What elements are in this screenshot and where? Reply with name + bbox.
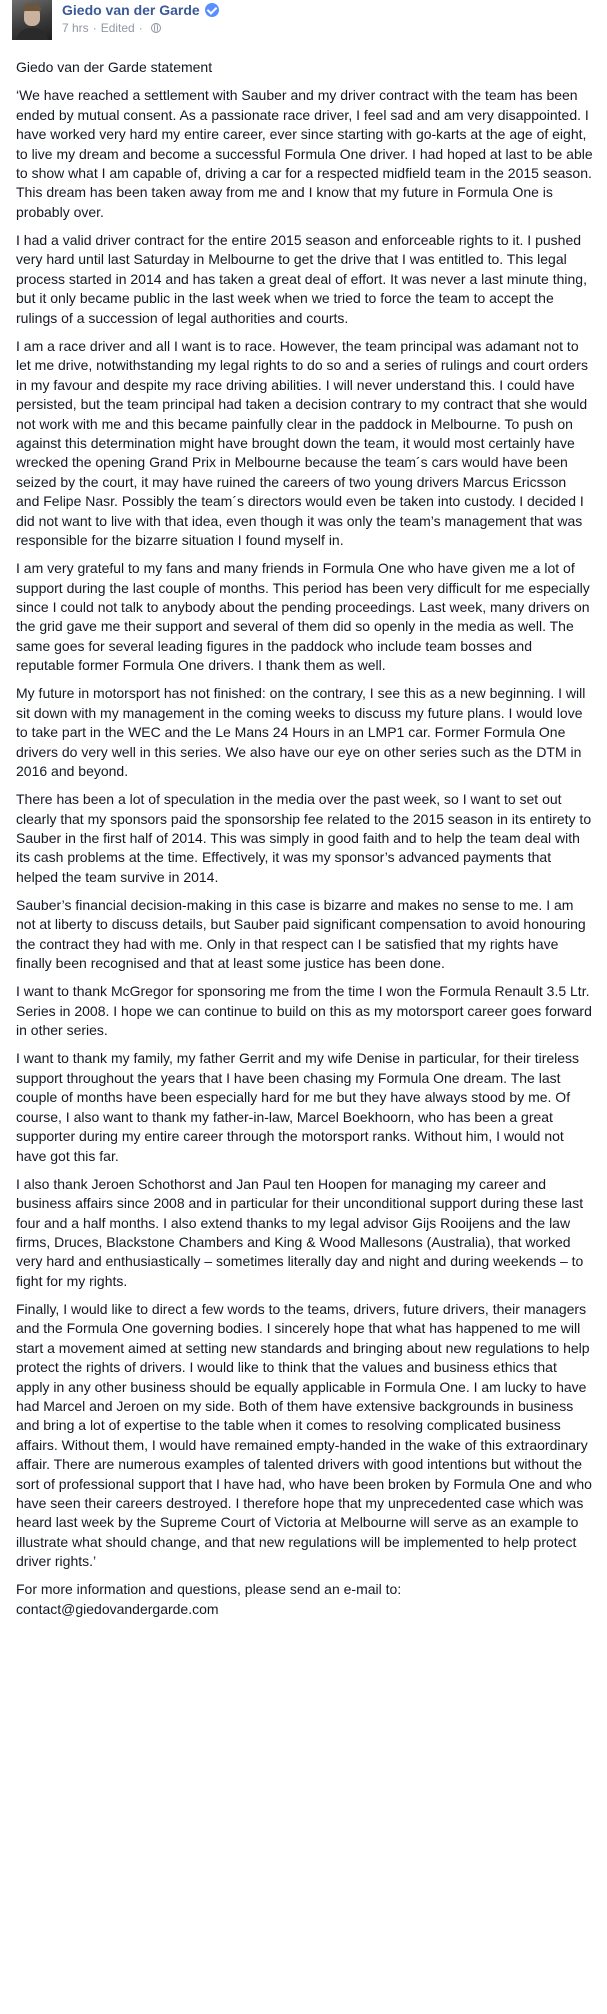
- paragraph: I am very grateful to my fans and many friends in Formula One who have given me a lot of support during the last couple of months. This period has been very difficult for me especially since I could not talk to anybody about the pending proceedings. Last week, many drivers on the grid gave me their support and several of them did so openly in the media as well. The same goes for several leading figures in the paddock who include team bosses and reputable former Formula One drivers. I thank them as well.: [16, 560, 590, 674]
- post-header: [8, 0, 599, 58]
- timestamp-link[interactable]: 7 hrs: [62, 21, 89, 35]
- avatar[interactable]: [12, 0, 52, 40]
- paragraph: I am a race driver and all I want is to race. However, the team principal was adamant not to let me drive, notwithstanding my legal rights to do so and a series of rulings and court orders in my favour and despite my race driving abilities. I will never understand this. I could have persisted, but the team principal had taken a decision contrary to my contract that she would not work with me and this became painfully clear in the paddock in Melbourne. To push on against this determination might have brought down the team, it would most certainly have wrecked the opening Grand Prix in Melbourne because the team´s cars would have been seized by the court, it may have ruined the careers of two young drivers Marcus Ericsson and Felipe Nasr. Possibly the team´s directors would even be taken into custody. I decided I did not want to live with that idea, even though it was only the team’s management that was responsible for the bizarre situation I found myself in.: [16, 337, 588, 548]
- verified-badge-icon: [205, 3, 219, 17]
- contact-text: For more information and questions, please send an e-mail to:: [16, 1581, 402, 1598]
- globe-icon[interactable]: [151, 23, 161, 33]
- contact-paragraph: [16, 1580, 593, 1619]
- post-body: [8, 58, 599, 1619]
- post-meta: [62, 21, 161, 35]
- avatar-shirt: [16, 28, 48, 40]
- paragraph: I also thank Jeroen Schothorst and Jan Paul ten Hoopen for managing my career and business affairs since 2008 and in particular for their unconditional support during these last four and a half months. I also extend thanks to my legal advisor Gijs Rooijens and the law firms, Druces, Blackstone Chambers and King & Wood Mallesons (Australia), that worked very hard and enthusiastically – sometimes literally day and night and during weekends – to fight for my rights.: [16, 1175, 584, 1289]
- paragraph: Finally, I would like to direct a few words to the teams, drivers, future drivers, their managers and the Formula One governing bodies. I sincerely hope that what has happened to me will start a movement aimed at setting new standards and bringing about new regulations to help protect the rights of drivers. I would like to think that the values and business ethics that apply in any other business should be equally applicable in Formula One. I am lucky to have had Marcel and Jeroen on my side. Both of them have extensive backgrounds in business and bring a lot of expertise to the table when it comes to resolving complicated business affairs. Without them, I would have remained empty-handed in the wake of this extraordinary affair. There are numerous examples of talented drivers with good intentions but without the sort of professional support that I have had, who have been broken by Formula One and who have seen their careers destroyed. I therefore hope that my unprecedented case which was heard last week by the Supreme Court of Victoria at Melbourne will serve as an example to illustrate what should change, and that new regulations will be implemented to help protect driver rights.’: [16, 1300, 592, 1570]
- paragraph: There has been a lot of speculation in the media over the past week, so I want to set out clearly that my sponsors paid the sponsorship fee related to the 2015 season in its entirety to Sauber in the first half of 2014. This was simply in good faith and to help the team deal with its cash problems at the time. Effectively, it was my sponsor’s advanced payments that helped the team survive in 2014.: [16, 791, 592, 885]
- meta-separator: ·: [138, 21, 143, 35]
- avatar-hair: [23, 3, 41, 11]
- edited-link[interactable]: Edited: [100, 21, 135, 35]
- paragraph: ‘We have reached a settlement with Sauber and my driver contract with the team has been ended by mutual consent. As a passionate race driver, I feel sad and am very disappointed. I have worked very hard my entire career, ever since starting with go-karts at the age of eight, to live my dream and become a successful Formula One driver. I had hoped at last to be able to show what I am capable of, driving a car for a respected midfield team in the 2015 season. This dream has been taken away from me and I know that my future in Formula One is probably over.: [16, 87, 593, 220]
- paragraph: I want to thank McGregor for sponsoring me from the time I won the Formula Renault 3.5 Ltr. Series in 2008. I hope we can continue to build on this as my motorsport career goes forward in other series.: [16, 983, 592, 1039]
- contact-email-link[interactable]: contact@giedovandergarde.com: [16, 1600, 219, 1617]
- author-name-link[interactable]: Giedo van der Garde: [62, 2, 200, 18]
- statement-title: Giedo van der Garde statement: [16, 59, 213, 75]
- paragraph: I had a valid driver contract for the entire 2015 season and enforceable rights to it. I pushed very hard until last Saturday in Melbourne to get the drive that I was entitled to. This legal process started in 2014 and has taken a great deal of effort. It was never a last minute thing, but it only became public in the last week when we tried to force the team to accept the rulings of a succession of legal authorities and courts.: [16, 232, 587, 326]
- paragraph: Sauber’s financial decision-making in this case is bizarre and makes no sense to me. I am not at liberty to discuss details, but Sauber paid significant compensation to avoid honouring the contract they had with me. Only in that respect can I be satisfied that my rights have finally been recognised and that at least some justice has been done.: [16, 897, 586, 972]
- meta-separator: ·: [92, 21, 97, 35]
- paragraph: My future in motorsport has not finished: on the contrary, I see this as a new beginning. I will sit down with my management in the coming weeks to discuss my future plans. I would love to take part in the WEC and the Le Mans 24 Hours in an LMP1 car. Former Formula One drivers do very well in this series. We also have our eye on other series such as the DTM in 2016 and beyond.: [16, 685, 586, 779]
- paragraph: I want to thank my family, my father Gerrit and my wife Denise in particular, for their tireless support throughout the years that I have been chasing my Formula One dream. The last couple of months have been especially hard for me but they have always stood by me. Of course, I also want to thank my father-in-law, Marcel Boekhoorn, who has been a great supporter during my entire career through the motorsport ranks. Without him, I would not have got this far.: [16, 1050, 580, 1164]
- author-line: [62, 2, 219, 18]
